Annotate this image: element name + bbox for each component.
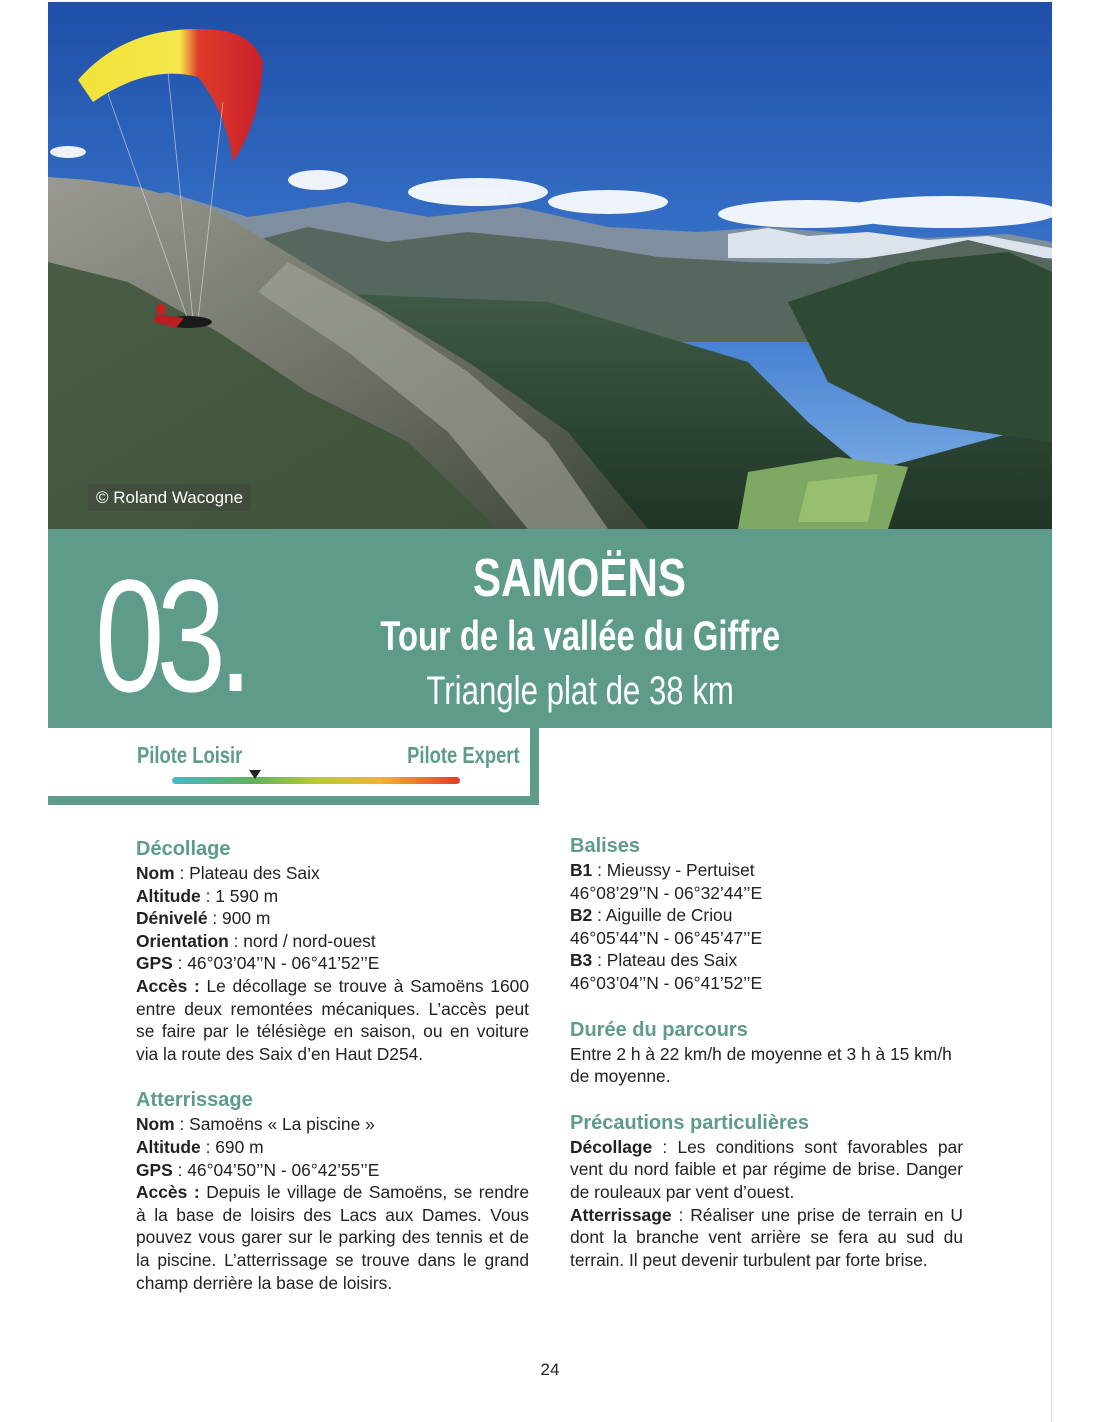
left-column <box>136 836 529 1294</box>
balise-b1: B1 : Mieussy - Pertuiset <box>570 860 755 880</box>
precautions-atterrissage: Atterrissage : Réaliser une prise de terrain en U dont la branche vent arrière se fera au sud du terrain. Il peut devenir turbulent par forte brise. <box>570 1204 963 1270</box>
balise-b3: B3 : Plateau des Saix <box>570 950 738 971</box>
precautions-title: Précautions particulières <box>570 1111 809 1134</box>
decollage-orientation: Orientation : nord / nord-ouest <box>136 930 376 951</box>
decollage-title: Décollage <box>136 838 231 860</box>
atterrissage-title: Atterrissage <box>136 1089 253 1112</box>
duree-text: Entre 2 h à 22 km/h de moyenne et 3 h à 15 km/h de moyenne. <box>570 1043 952 1087</box>
route-distance: Triangle plat de 38 km <box>426 669 734 713</box>
photo-credit: © Roland Wacogne <box>88 484 251 511</box>
balises-title: Balises <box>570 835 641 857</box>
route-number: 03. <box>95 546 246 725</box>
route-subtitle: Tour de la vallée du Giffre <box>380 612 780 659</box>
decollage-nom: Nom : Plateau des Saix <box>136 863 320 883</box>
balise-b2-coords: 46°05’44’’N - 06°45’47’’E <box>570 927 763 948</box>
route-title: SAMOËNS <box>473 548 687 608</box>
level-gradient-bar <box>172 777 460 784</box>
balise-b3-coords: 46°03’04’’N - 06°41’52’’E <box>570 972 763 993</box>
page-number: 24 <box>540 1360 560 1379</box>
precautions-decollage: Décollage : Les conditions sont favorables par vent du nord faible et par régime de brise. Danger de rouleaux par vent d’ouest. <box>570 1136 963 1202</box>
atterrissage-altitude: Altitude : 690 m <box>136 1136 264 1157</box>
level-right-label: Pilote Expert <box>407 742 520 768</box>
decollage-gps: GPS : 46°03’04’’N - 06°41’52’’E <box>136 953 380 974</box>
decollage-altitude: Altitude : 1 590 m <box>136 885 279 906</box>
decollage-denivele: Dénivelé : 900 m <box>136 908 271 929</box>
atterrissage-nom: Nom : Samoëns « La piscine » <box>136 1114 375 1135</box>
atterrissage-acces: Accès : Depuis le village de Samoëns, se rendre à la base de loisirs des Lacs aux Dames. Vous pouvez vous garer sur le parking des tennis et de la piscine. L’atterrissage se trouve dans le grand champ derrière la base de loisirs. <box>136 1182 530 1293</box>
decollage-acces: Accès : Le décollage se trouve à Samoëns 1600 entre deux remontées mécaniques. L’accès peut se faire par le télésiège en saison, ou en voiture via la route des Saix d’en Haut D254. <box>136 975 529 1064</box>
hero-photo <box>48 2 1052 529</box>
atterrissage-gps: GPS : 46°04’50’’N - 06°42’55’’E <box>136 1159 380 1180</box>
level-left-label: Pilote Loisir <box>137 742 243 768</box>
level-marker-icon <box>249 770 261 779</box>
balise-b2: B2 : Aiguille de Criou <box>570 905 733 926</box>
balise-b1-coords: 46°08’29’’N - 06°32’44’’E <box>570 882 763 903</box>
right-column <box>570 833 963 1271</box>
duree-title: Durée du parcours <box>570 1018 748 1041</box>
